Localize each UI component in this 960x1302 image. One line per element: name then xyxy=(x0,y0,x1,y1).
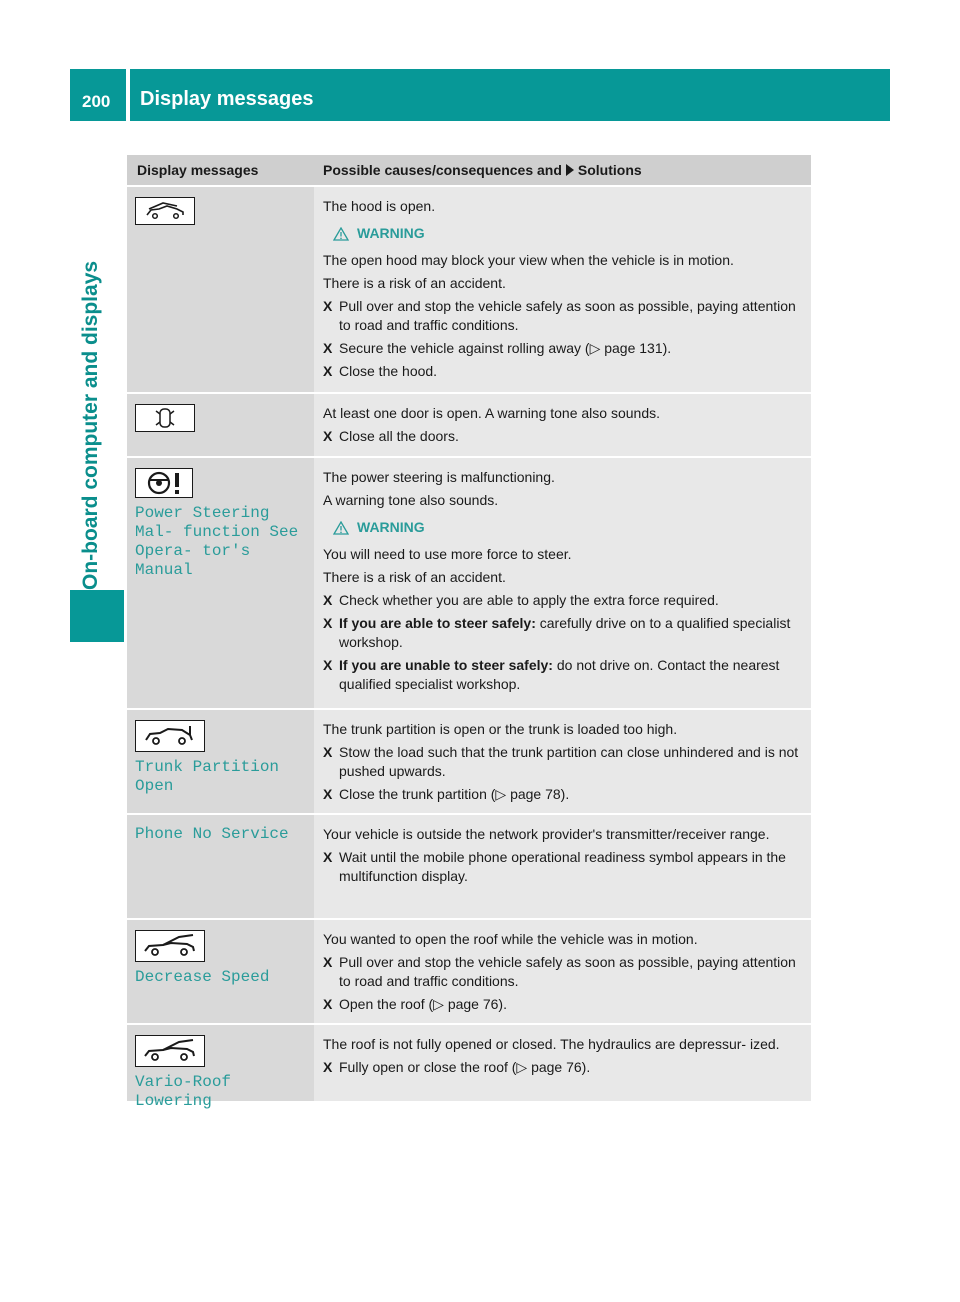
step-marker-icon: X xyxy=(323,340,333,356)
col2-header-b: Solutions xyxy=(577,162,642,178)
warning-heading xyxy=(333,518,803,537)
door-open-icon xyxy=(135,404,195,432)
table-row xyxy=(127,708,811,813)
step-marker-icon: X xyxy=(323,298,333,314)
solution-cell xyxy=(314,815,811,918)
display-cell xyxy=(127,710,314,813)
row-description: The hood is open. xyxy=(323,198,436,214)
display-cell xyxy=(127,815,314,918)
step-text: Close the hood. xyxy=(339,363,438,379)
table-row xyxy=(127,918,811,1023)
convertible-roof-icon xyxy=(135,930,205,962)
step xyxy=(323,339,803,358)
step-marker-icon: X xyxy=(323,744,333,760)
step xyxy=(323,362,803,381)
display-message-text: Phone No Service xyxy=(135,825,289,843)
col1-header: Display messages xyxy=(137,162,259,178)
step xyxy=(323,743,803,781)
step xyxy=(323,848,803,886)
warning-triangle-icon xyxy=(333,521,349,535)
warning-label: WARNING xyxy=(357,519,425,535)
step-marker-icon: X xyxy=(323,954,333,970)
display-cell xyxy=(127,1025,314,1110)
step xyxy=(323,427,803,446)
step-marker-icon: X xyxy=(323,615,333,631)
warning-text: There is a risk of an accident. xyxy=(323,569,506,585)
table-row xyxy=(127,185,811,392)
step-bold-text: If you are unable to steer safely: xyxy=(339,657,553,673)
step-marker-icon: X xyxy=(323,849,333,865)
warning-triangle-icon xyxy=(333,227,349,241)
display-message-text: Vario-Roof Lowering xyxy=(135,1073,232,1110)
step-bold-text: If you are able to steer safely: xyxy=(339,615,536,631)
row-description: A warning tone also sounds. xyxy=(323,492,499,508)
table-row xyxy=(127,1023,811,1110)
step xyxy=(323,656,803,694)
step-marker-icon: X xyxy=(323,786,333,802)
step-marker-icon: X xyxy=(323,996,333,1012)
warning-text: You will need to use more force to steer. xyxy=(323,546,572,562)
step-rest-text: carefully drive on to a qualified specialist workshop. xyxy=(339,615,791,650)
solution-cell xyxy=(314,458,811,708)
step-text xyxy=(339,614,803,652)
step-text: Secure the vehicle against rolling away (▷ page 131). xyxy=(339,340,672,356)
display-cell xyxy=(127,920,314,1023)
step-text: Check whether you are able to apply the extra force required. xyxy=(339,592,719,608)
step xyxy=(323,995,803,1014)
table-row xyxy=(127,392,811,456)
step-text: Open the roof (▷ page 76). xyxy=(339,996,507,1012)
step-text: Fully open or close the roof (▷ page 76). xyxy=(339,1059,591,1075)
steering-wheel-warning-icon xyxy=(135,468,193,498)
step-text xyxy=(339,656,803,694)
step-marker-icon: X xyxy=(323,428,333,444)
side-tab-marker xyxy=(70,590,124,642)
solution-cell xyxy=(314,710,811,813)
warning-text: The open hood may block your view when the vehicle is in motion. xyxy=(323,252,734,268)
step-text: Wait until the mobile phone operational readiness symbol appears in the multifunction display. xyxy=(339,849,786,884)
row-description: Your vehicle is outside the network provider's transmitter/receiver range. xyxy=(323,826,770,842)
step-marker-icon: X xyxy=(323,592,333,608)
step-marker-icon: X xyxy=(323,363,333,379)
step-text: Close the trunk partition (▷ page 78). xyxy=(339,786,570,802)
row-description: The roof is not fully opened or closed. The hydraulics are depressur‐ ized. xyxy=(323,1036,780,1052)
step-rest-text: do not drive on. Contact the nearest qualified specialist workshop. xyxy=(339,657,780,692)
row-description: The power steering is malfunctioning. xyxy=(323,469,555,485)
step xyxy=(323,297,803,335)
table-header xyxy=(127,155,811,185)
header-divider xyxy=(126,69,130,121)
step xyxy=(323,953,803,991)
step-marker-icon: X xyxy=(323,657,333,673)
solutions-arrow-icon xyxy=(566,164,574,176)
step-text: Pull over and stop the vehicle safely as soon as possible, paying attention to road and traffic conditions. xyxy=(339,954,796,989)
step xyxy=(323,614,803,652)
row-description: You wanted to open the roof while the vehicle was in motion. xyxy=(323,931,698,947)
step-text: Stow the load such that the trunk partition can close unhindered and is not pushed upwards. xyxy=(339,744,799,779)
side-tab-label: On-board computer and displays xyxy=(79,260,102,590)
display-cell xyxy=(127,394,314,456)
solution-cell xyxy=(314,1025,811,1101)
solution-cell xyxy=(314,187,811,392)
table-row xyxy=(127,456,811,708)
trunk-partition-icon xyxy=(135,720,205,752)
display-messages-table xyxy=(127,155,811,1110)
display-cell xyxy=(127,458,314,708)
hood-open-icon xyxy=(135,197,195,225)
warning-label: WARNING xyxy=(357,225,425,241)
step xyxy=(323,785,803,804)
table-row xyxy=(127,813,811,918)
display-message-text: Power Steering Mal‐ function See Opera‐ tor's Manual xyxy=(135,504,299,579)
page-title: Display messages xyxy=(140,88,314,110)
step-marker-icon: X xyxy=(323,1059,333,1075)
warning-heading xyxy=(333,224,803,243)
step xyxy=(323,1058,803,1077)
warning-text: There is a risk of an accident. xyxy=(323,275,506,291)
row-description: The trunk partition is open or the trunk is loaded too high. xyxy=(323,721,678,737)
col2-header-a: Possible causes/consequences and xyxy=(323,162,562,178)
step-text: Pull over and stop the vehicle safely as soon as possible, paying attention to road and traffic conditions. xyxy=(339,298,796,333)
step xyxy=(323,591,803,610)
solution-cell xyxy=(314,394,811,456)
convertible-roof-icon xyxy=(135,1035,205,1067)
display-cell xyxy=(127,187,314,392)
display-message-text: Trunk Partition Open xyxy=(135,758,280,795)
row-description: At least one door is open. A warning tone also sounds. xyxy=(323,405,661,421)
display-message-text: Decrease Speed xyxy=(135,968,270,986)
solution-cell xyxy=(314,920,811,1023)
col2-header xyxy=(314,162,811,178)
step-text: Close all the doors. xyxy=(339,428,459,444)
page-number: 200 xyxy=(82,92,111,111)
